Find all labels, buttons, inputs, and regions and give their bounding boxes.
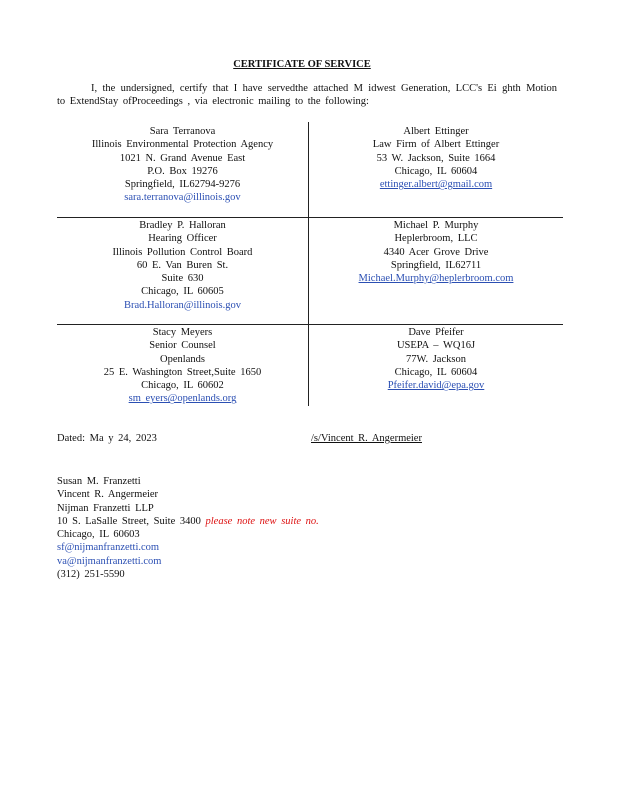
recipient-email-link[interactable]: sara.terranova@illinois.gov: [124, 192, 241, 204]
recipient-line: 4340 Acer Grove Drive: [383, 246, 489, 258]
sender-phone: (312) 251-5590: [57, 569, 125, 581]
recipient-line: Heplerbroom, LLC: [394, 233, 478, 245]
signature-line: /s/Vincent R. Angermeier: [311, 433, 422, 444]
row-divider: [57, 324, 563, 325]
recipient-email-link[interactable]: sm eyers@openlands.org: [128, 393, 237, 405]
recipient-line: 53 W. Jackson, Suite 1664: [376, 152, 496, 164]
recipient-line: 77W. Jackson: [406, 353, 466, 365]
sender-name: Susan M. Franzetti: [57, 476, 141, 487]
recipient-line: P.O. Box 19276: [147, 165, 218, 177]
recipient-block: [57, 125, 308, 205]
recipient-email-link[interactable]: Brad.Halloran@illinois.gov: [124, 299, 241, 311]
recipient-line: Hearing Officer: [148, 233, 217, 245]
recipient-line: Springfield, IL62711: [390, 259, 482, 271]
recipient-line: Springfield, IL62794-9276: [124, 179, 241, 191]
recipient-block: [57, 219, 308, 312]
row-divider: [57, 217, 563, 218]
service-list-grid: [57, 122, 563, 406]
recipient-name: Michael P. Murphy: [393, 220, 479, 231]
recipient-block: [309, 219, 563, 285]
recipient-email-link[interactable]: ettinger.albert@gmail.com: [379, 179, 493, 191]
sender-name: Vincent R. Angermeier: [57, 489, 159, 501]
recipient-line: USEPA – WQ16J: [396, 340, 476, 352]
sender-email-link[interactable]: va@nijmanfranzetti.com: [57, 555, 162, 567]
recipient-line: Openlands: [160, 353, 205, 365]
suite-change-note: please note new suite no.: [205, 515, 319, 527]
recipient-email-link[interactable]: Michael.Murphy@heplerbroom.com: [358, 273, 514, 285]
recipient-block: [309, 326, 563, 392]
recipient-email-link[interactable]: Pfeifer.david@epa.gov: [387, 380, 485, 392]
sender-street-line: [57, 515, 319, 528]
recipient-block: [309, 125, 563, 191]
recipient-name: Dave Pfeifer: [408, 327, 464, 338]
recipient-line: Illinois Pollution Control Board: [112, 246, 253, 258]
sender-street: 10 S. LaSalle Street, Suite 3400: [57, 515, 201, 527]
recipient-line: Chicago, IL 60604: [394, 165, 478, 177]
sender-address-block: [57, 475, 319, 581]
recipient-name: Bradley P. Halloran: [139, 220, 226, 231]
document-title: CERTIFICATE OF SERVICE: [233, 59, 371, 70]
recipient-line: Law Firm of Albert Ettinger: [372, 139, 500, 151]
recipient-line: Chicago, IL 60605: [141, 286, 224, 298]
recipient-name: Albert Ettinger: [403, 126, 469, 137]
recipient-line: Senior Counsel: [149, 340, 216, 352]
intro-paragraph: I, the undersigned, certify that I have servedthe attached M idwest Generation, LCC's Ei ghth Motion to ExtendStay ofProceedings , via electronic mailing to the following:: [57, 83, 557, 108]
sender-email-link[interactable]: sf@nijmanfranzetti.com: [57, 542, 160, 554]
recipient-name: Sara Terranova: [149, 126, 216, 137]
recipient-line: Chicago, IL 60604: [394, 366, 478, 378]
recipient-line: 60 E. Van Buren St.: [136, 259, 229, 271]
recipient-line: Illinois Environmental Protection Agency: [91, 139, 274, 151]
sender-city: Chicago, IL 60603: [57, 529, 140, 541]
recipient-block: [57, 326, 308, 406]
recipient-line: Suite 630: [161, 273, 204, 285]
date-line: Dated: Ma y 24, 2023: [57, 433, 157, 444]
recipient-name: Stacy Meyers: [152, 327, 213, 338]
recipient-line: 25 E. Washington Street,Suite 1650: [103, 366, 262, 378]
recipient-line: 1021 N. Grand Avenue East: [119, 152, 246, 164]
sender-firm: Nijman Franzetti LLP: [57, 502, 154, 514]
recipient-line: Chicago, IL 60602: [141, 380, 224, 392]
